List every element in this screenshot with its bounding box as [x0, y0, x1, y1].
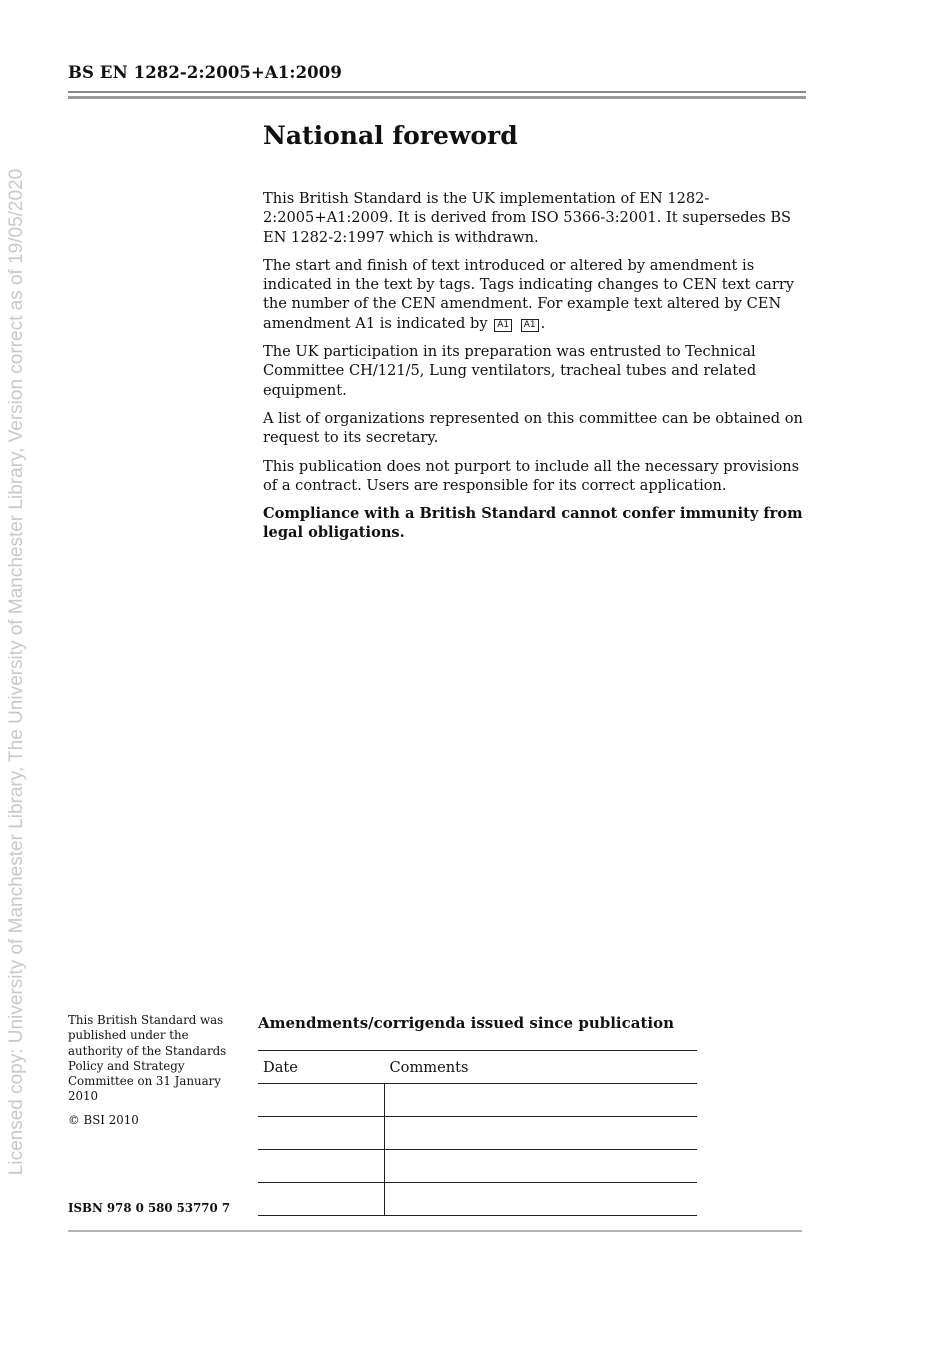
- publication-sidebar: [68, 1013, 233, 1136]
- amendment-start-tag-icon: A1: [494, 319, 512, 332]
- comments-cell: [385, 1150, 698, 1183]
- date-cell: [258, 1150, 385, 1183]
- paragraph-implementation: This British Standard is the UK implementation of EN 1282-2:2005+A1:2009. It is derived from ISO 5366-3:2001. It supersedes BS EN 1282-2:1997 which is withdrawn.: [263, 190, 792, 246]
- paragraph-amendment-tags: [263, 256, 803, 333]
- header-rule-thick: [68, 96, 806, 99]
- isbn: ISBN 978 0 580 53770 7: [68, 1201, 231, 1215]
- copyright: © BSI 2010: [68, 1112, 139, 1127]
- page-title: National foreword: [263, 121, 518, 150]
- table-row: [258, 1117, 697, 1150]
- amendments-header-row: [258, 1051, 697, 1084]
- date-cell: [258, 1117, 385, 1150]
- table-row: [258, 1183, 697, 1216]
- license-watermark: Licensed copy: University of Manchester Library, The University of Manchester Library, Version correct as of 19/05/2020: [6, 168, 27, 1176]
- foreword-body: [263, 189, 803, 552]
- header-rule: [68, 91, 806, 93]
- comments-cell: [385, 1084, 698, 1117]
- amendments-table: [258, 1050, 697, 1216]
- column-header-comments: Comments: [385, 1051, 698, 1084]
- comments-cell: [385, 1117, 698, 1150]
- paragraph-compliance: Compliance with a British Standard cannot confer immunity from legal obligations.: [263, 505, 803, 542]
- footer-rule: [68, 1230, 802, 1232]
- document-id: BS EN 1282-2:2005+A1:2009: [68, 63, 342, 82]
- paragraph-amendment-end: .: [540, 314, 546, 332]
- comments-cell: [385, 1183, 698, 1216]
- publication-note: This British Standard was published under the authority of the Standards Policy and Strategy Committee on 31 January 2010: [68, 1013, 227, 1104]
- table-row: [258, 1150, 697, 1183]
- amendments-title: Amendments/corrigenda issued since publication: [258, 1014, 674, 1032]
- date-cell: [258, 1183, 385, 1216]
- paragraph-committee: The UK participation in its preparation was entrusted to Technical Committee CH/121/5, Lung ventilators, tracheal tubes and related equipment.: [263, 343, 757, 399]
- paragraph-amendment-text: The start and finish of text introduced or altered by amendment is indicated in the text by tags. Tags indicating changes to CEN text carry the number of the CEN amendment. For example text altered by CEN amendment A1 is indicated by: [263, 256, 795, 332]
- amendment-end-tag-icon: A1: [521, 319, 539, 332]
- date-cell: [258, 1084, 385, 1117]
- paragraph-contract: This publication does not purport to include all the necessary provisions of a contract. Users are responsible for its correct application.: [263, 457, 800, 494]
- table-row: [258, 1084, 697, 1117]
- column-header-date: Date: [258, 1051, 385, 1084]
- paragraph-organizations: A list of organizations represented on this committee can be obtained on request to its secretary.: [263, 409, 803, 447]
